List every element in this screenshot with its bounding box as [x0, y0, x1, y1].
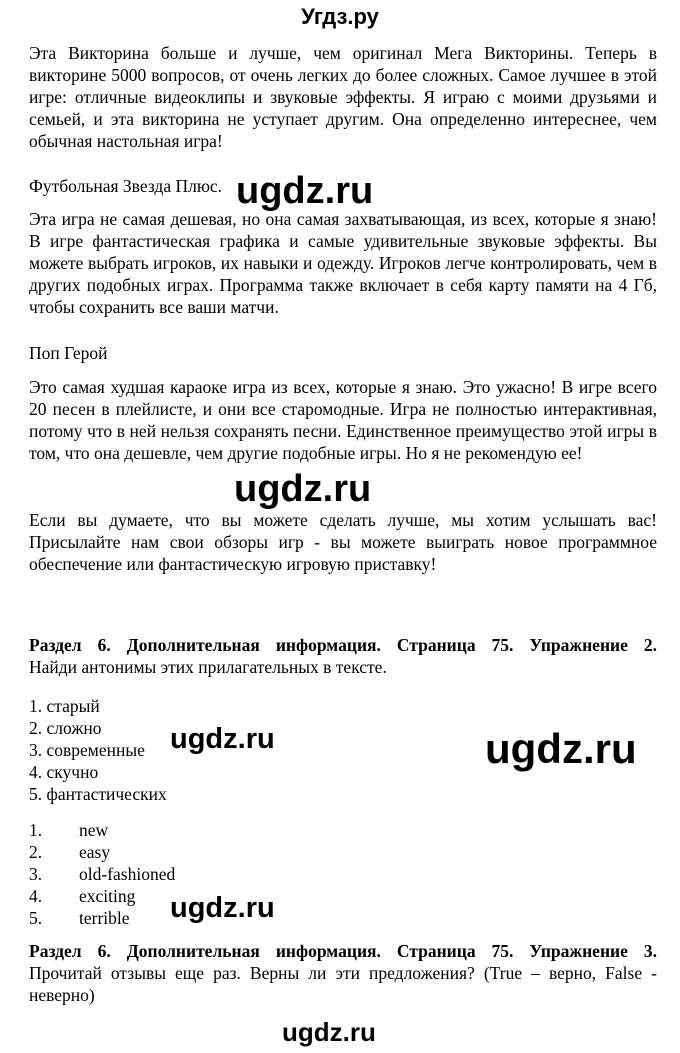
- list-item: 1. старый: [29, 696, 100, 716]
- item-number: 2.: [29, 842, 43, 862]
- watermark: ugdz.ru: [234, 468, 372, 510]
- item-number: 1.: [29, 820, 43, 840]
- list-item: [29, 819, 175, 841]
- answer-word: old-fashioned: [79, 864, 176, 884]
- review-closing-text: Если вы думаете, что вы можете сделать лучше, мы хотим услышать вас! Присылайте нам свои обзоры игр - вы можете выиграть новое программное обеспечение или фантастическую игровую приставку!: [29, 510, 657, 574]
- exercise-3-section: [29, 940, 657, 1006]
- exercise-2-heading: Раздел 6. Дополнительная информация. Страница 75. Упражнение 2.: [29, 635, 657, 655]
- review-intro-paragraph: Эта Викторина больше и лучше, чем оригинал Мега Викторины. Теперь в викторине 5000 вопросов, от очень легких до более сложных. Самое лучшее в этой игре: отличные видеоклипы и звуковые эффекты. Я играю с моими друзьями и семьей, и эта викторина не уступает другим. Она определенно интереснее, чем обычная настольная игра!: [29, 43, 657, 151]
- watermark: ugdz.ru: [170, 892, 275, 924]
- item-number: 4.: [29, 886, 43, 906]
- list-item: [29, 863, 175, 885]
- list-item: [29, 907, 175, 929]
- russian-adjectives-list: [29, 695, 167, 805]
- review-pop-hero-text: Это самая худшая караоке игра из всех, которые я знаю. Это ужасно! В игре всего 20 песен в плейлисте, и они все старомодные. Игра не полностью интерактивная, потому что в ней нельзя сохранять песни. Единственное преимущество этой игры в том, что она дешевле, чем другие подобные игры. Но я не рекомендую ее!: [29, 377, 657, 463]
- list-item: 2. сложно: [29, 718, 102, 738]
- answer-word: easy: [79, 842, 111, 862]
- review-football-star-title: Футбольная Звезда Плюс.: [29, 176, 223, 196]
- antonyms-answer-list: [29, 819, 175, 929]
- review-football-star-text: Эта игра не самая дешевая, но она самая захватывающая, из всех, которые я знаю! В игре фантастическая графика и самые удивительные звуковые эффекты. Вы можете выбрать игроков, их навыки и одежду. Игроков легче контролировать, чем в других подобных играх. Программа также включает в себя карту памяти на 4 Гб, чтобы сохранить все ваши матчи.: [29, 209, 657, 317]
- item-number: 5.: [29, 908, 43, 928]
- watermark: ugdz.ru: [236, 170, 374, 212]
- watermark: ugdz.ru: [170, 723, 275, 755]
- list-item: [29, 841, 175, 863]
- list-item: 3. современные: [29, 740, 145, 760]
- answer-word: new: [79, 820, 109, 840]
- review-pop-hero-title: Поп Герой: [29, 343, 108, 363]
- watermark: ugdz.ru: [282, 1017, 376, 1047]
- list-item: 4. скучно: [29, 762, 99, 782]
- answer-word: exciting: [79, 886, 136, 906]
- exercise-3-instruction: Прочитай отзывы еще раз. Верны ли эти предложения? (True – верно, False - неверно): [29, 963, 657, 1005]
- item-number: 3.: [29, 864, 43, 884]
- site-title: Угдз.ру: [301, 4, 379, 29]
- exercise-2-section: [29, 634, 657, 678]
- exercise-2-instruction: Найди антонимы этих прилагательных в тексте.: [29, 657, 387, 677]
- watermark: ugdz.ru: [485, 725, 637, 772]
- list-item: 5. фантастических: [29, 784, 167, 804]
- list-item: [29, 885, 175, 907]
- answer-word: terrible: [79, 908, 130, 928]
- exercise-3-heading: Раздел 6. Дополнительная информация. Страница 75. Упражнение 3.: [29, 941, 657, 961]
